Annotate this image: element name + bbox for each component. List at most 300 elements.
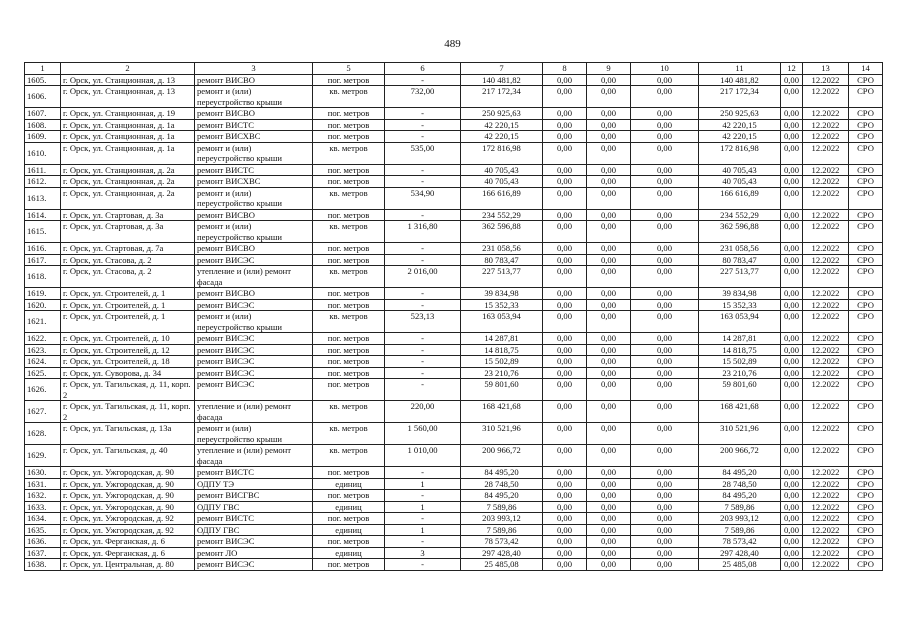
table-row <box>25 209 883 221</box>
table-row <box>25 254 883 266</box>
cell-value: 0,00 <box>543 356 587 368</box>
cell-value: 0,00 <box>543 367 587 379</box>
cell-value: 0,00 <box>781 221 803 243</box>
cell-value: 0,00 <box>587 74 631 86</box>
total-cost: 362 596,88 <box>461 221 543 243</box>
completion-date: 12.2022 <box>803 288 849 300</box>
total-cost: 7 589,86 <box>461 524 543 536</box>
row-number: 1607. <box>25 108 61 120</box>
table-row <box>25 142 883 164</box>
work-type: ремонт ВИСЭС <box>195 344 313 356</box>
method: СРО <box>849 524 883 536</box>
quantity: 535,00 <box>385 142 461 164</box>
cell-value: 0,00 <box>631 536 699 548</box>
regional-cost: 140 481,82 <box>699 74 781 86</box>
table-row <box>25 288 883 300</box>
cell-value: 0,00 <box>631 164 699 176</box>
address: г. Орск, ул. Строителей, д. 10 <box>61 333 195 345</box>
method: СРО <box>849 86 883 108</box>
row-number: 1606. <box>25 86 61 108</box>
cell-value: 0,00 <box>781 108 803 120</box>
row-number: 1625. <box>25 367 61 379</box>
quantity: - <box>385 536 461 548</box>
column-header: 5 <box>313 63 385 75</box>
cell-value: 0,00 <box>631 490 699 502</box>
table-row <box>25 513 883 525</box>
work-type: ремонт ВИСТС <box>195 467 313 479</box>
cell-value: 0,00 <box>781 266 803 288</box>
total-cost: 14 287,81 <box>461 333 543 345</box>
cell-value: 0,00 <box>543 547 587 559</box>
table-row <box>25 176 883 188</box>
cell-value: 0,00 <box>543 209 587 221</box>
cell-value: 0,00 <box>587 86 631 108</box>
method: СРО <box>849 299 883 311</box>
method: СРО <box>849 401 883 423</box>
regional-cost: 84 495,20 <box>699 490 781 502</box>
unit: пог. метров <box>313 176 385 188</box>
cell-value: 0,00 <box>631 547 699 559</box>
column-header: 2 <box>61 63 195 75</box>
column-header: 1 <box>25 63 61 75</box>
cell-value: 0,00 <box>587 209 631 221</box>
table-row <box>25 344 883 356</box>
regional-cost: 84 495,20 <box>699 467 781 479</box>
unit: пог. метров <box>313 467 385 479</box>
row-number: 1629. <box>25 445 61 467</box>
method: СРО <box>849 311 883 333</box>
table-row <box>25 401 883 423</box>
unit: кв. метров <box>313 142 385 164</box>
quantity: 220,00 <box>385 401 461 423</box>
cell-value: 0,00 <box>587 536 631 548</box>
cell-value: 0,00 <box>781 119 803 131</box>
unit: пог. метров <box>313 243 385 255</box>
total-cost: 40 705,43 <box>461 176 543 188</box>
unit: единиц <box>313 501 385 513</box>
regional-cost: 7 589,86 <box>699 524 781 536</box>
work-type: ремонт ВИСТС <box>195 513 313 525</box>
work-type: ремонт ВИСВО <box>195 243 313 255</box>
row-number: 1620. <box>25 299 61 311</box>
regional-cost: 168 421,68 <box>699 401 781 423</box>
quantity: - <box>385 119 461 131</box>
address: г. Орск, ул. Ужгородская, д. 92 <box>61 513 195 525</box>
cell-value: 0,00 <box>543 254 587 266</box>
cell-value: 0,00 <box>587 164 631 176</box>
row-number: 1605. <box>25 74 61 86</box>
completion-date: 12.2022 <box>803 501 849 513</box>
cell-value: 0,00 <box>543 299 587 311</box>
cell-value: 0,00 <box>631 187 699 209</box>
cell-value: 0,00 <box>543 164 587 176</box>
address: г. Орск, ул. Станционная, д. 13 <box>61 74 195 86</box>
cell-value: 0,00 <box>543 311 587 333</box>
table-row <box>25 536 883 548</box>
cell-value: 0,00 <box>631 74 699 86</box>
quantity: - <box>385 367 461 379</box>
address: г. Орск, ул. Тагильская, д. 40 <box>61 445 195 467</box>
cell-value: 0,00 <box>781 356 803 368</box>
cell-value: 0,00 <box>543 445 587 467</box>
completion-date: 12.2022 <box>803 524 849 536</box>
unit: пог. метров <box>313 559 385 571</box>
cell-value: 0,00 <box>781 209 803 221</box>
total-cost: 163 053,94 <box>461 311 543 333</box>
address: г. Орск, ул. Станционная, д. 13 <box>61 86 195 108</box>
work-type: ремонт ВИСГВС <box>195 490 313 502</box>
unit: пог. метров <box>313 344 385 356</box>
cell-value: 0,00 <box>781 423 803 445</box>
table-row <box>25 445 883 467</box>
work-type: ОДПУ ГВС <box>195 524 313 536</box>
cell-value: 0,00 <box>543 478 587 490</box>
regional-cost: 200 966,72 <box>699 445 781 467</box>
unit: кв. метров <box>313 311 385 333</box>
method: СРО <box>849 490 883 502</box>
cell-value: 0,00 <box>543 119 587 131</box>
table-row <box>25 379 883 401</box>
cell-value: 0,00 <box>781 333 803 345</box>
cell-value: 0,00 <box>631 379 699 401</box>
method: СРО <box>849 119 883 131</box>
table-body <box>25 74 883 570</box>
row-number: 1626. <box>25 379 61 401</box>
table-header <box>25 63 883 75</box>
table-row <box>25 266 883 288</box>
quantity: 1 <box>385 478 461 490</box>
total-cost: 28 748,50 <box>461 478 543 490</box>
regional-cost: 310 521,96 <box>699 423 781 445</box>
cell-value: 0,00 <box>631 119 699 131</box>
cell-value: 0,00 <box>587 344 631 356</box>
cell-value: 0,00 <box>631 176 699 188</box>
row-number: 1638. <box>25 559 61 571</box>
cell-value: 0,00 <box>631 108 699 120</box>
cell-value: 0,00 <box>543 288 587 300</box>
cell-value: 0,00 <box>631 221 699 243</box>
address: г. Орск, ул. Станционная, д. 1а <box>61 119 195 131</box>
cell-value: 0,00 <box>631 333 699 345</box>
cell-value: 0,00 <box>781 344 803 356</box>
row-number: 1616. <box>25 243 61 255</box>
completion-date: 12.2022 <box>803 176 849 188</box>
regional-cost: 15 352,33 <box>699 299 781 311</box>
completion-date: 12.2022 <box>803 209 849 221</box>
regional-cost: 297 428,40 <box>699 547 781 559</box>
quantity: 2 016,00 <box>385 266 461 288</box>
table-row <box>25 333 883 345</box>
total-cost: 217 172,34 <box>461 86 543 108</box>
table-row <box>25 467 883 479</box>
method: СРО <box>849 356 883 368</box>
cell-value: 0,00 <box>781 187 803 209</box>
work-type: ремонт ВИСЭС <box>195 333 313 345</box>
address: г. Орск, ул. Строителей, д. 1 <box>61 288 195 300</box>
cell-value: 0,00 <box>587 142 631 164</box>
row-number: 1630. <box>25 467 61 479</box>
column-header: 12 <box>781 63 803 75</box>
cell-value: 0,00 <box>587 501 631 513</box>
table-row <box>25 299 883 311</box>
row-number: 1621. <box>25 311 61 333</box>
cell-value: 0,00 <box>587 478 631 490</box>
regional-cost: 362 596,88 <box>699 221 781 243</box>
unit: кв. метров <box>313 86 385 108</box>
completion-date: 12.2022 <box>803 142 849 164</box>
table-row <box>25 524 883 536</box>
quantity: - <box>385 176 461 188</box>
table-row <box>25 423 883 445</box>
work-type: ремонт ВИСТС <box>195 164 313 176</box>
row-number: 1637. <box>25 547 61 559</box>
unit: кв. метров <box>313 401 385 423</box>
completion-date: 12.2022 <box>803 164 849 176</box>
total-cost: 140 481,82 <box>461 74 543 86</box>
cell-value: 0,00 <box>781 524 803 536</box>
cell-value: 0,00 <box>781 311 803 333</box>
quantity: - <box>385 164 461 176</box>
unit: пог. метров <box>313 536 385 548</box>
work-type: ремонт ВИСЭС <box>195 367 313 379</box>
cell-value: 0,00 <box>587 311 631 333</box>
row-number: 1628. <box>25 423 61 445</box>
completion-date: 12.2022 <box>803 547 849 559</box>
address: г. Орск, ул. Строителей, д. 12 <box>61 344 195 356</box>
cell-value: 0,00 <box>781 367 803 379</box>
table-row <box>25 501 883 513</box>
unit: кв. метров <box>313 423 385 445</box>
quantity: - <box>385 254 461 266</box>
cell-value: 0,00 <box>631 559 699 571</box>
method: СРО <box>849 367 883 379</box>
column-header: 7 <box>461 63 543 75</box>
row-number: 1619. <box>25 288 61 300</box>
cell-value: 0,00 <box>543 221 587 243</box>
completion-date: 12.2022 <box>803 187 849 209</box>
total-cost: 7 589,86 <box>461 501 543 513</box>
method: СРО <box>849 74 883 86</box>
total-cost: 14 818,75 <box>461 344 543 356</box>
cell-value: 0,00 <box>631 311 699 333</box>
method: СРО <box>849 559 883 571</box>
cell-value: 0,00 <box>543 513 587 525</box>
completion-date: 12.2022 <box>803 478 849 490</box>
cell-value: 0,00 <box>587 379 631 401</box>
work-type: утепление и (или) ремонт фасада <box>195 266 313 288</box>
cell-value: 0,00 <box>587 524 631 536</box>
quantity: 1 010,00 <box>385 445 461 467</box>
quantity: - <box>385 333 461 345</box>
regional-cost: 42 220,15 <box>699 131 781 143</box>
regional-cost: 42 220,15 <box>699 119 781 131</box>
work-type: ремонт и (или) переустройство крыши <box>195 311 313 333</box>
cell-value: 0,00 <box>587 131 631 143</box>
row-number: 1617. <box>25 254 61 266</box>
table-row <box>25 131 883 143</box>
unit: единиц <box>313 478 385 490</box>
table-row <box>25 356 883 368</box>
quantity: 732,00 <box>385 86 461 108</box>
address: г. Орск, ул. Ферганская, д. 6 <box>61 536 195 548</box>
cell-value: 0,00 <box>631 243 699 255</box>
cell-value: 0,00 <box>631 513 699 525</box>
cell-value: 0,00 <box>587 445 631 467</box>
quantity: - <box>385 490 461 502</box>
table-row <box>25 187 883 209</box>
completion-date: 12.2022 <box>803 490 849 502</box>
completion-date: 12.2022 <box>803 86 849 108</box>
quantity: - <box>385 108 461 120</box>
quantity: 523,13 <box>385 311 461 333</box>
regional-cost: 231 058,56 <box>699 243 781 255</box>
total-cost: 234 552,29 <box>461 209 543 221</box>
work-type: ремонт ВИСЭС <box>195 559 313 571</box>
quantity: - <box>385 379 461 401</box>
total-cost: 203 993,12 <box>461 513 543 525</box>
cell-value: 0,00 <box>631 299 699 311</box>
cell-value: 0,00 <box>587 266 631 288</box>
cell-value: 0,00 <box>543 501 587 513</box>
total-cost: 227 513,77 <box>461 266 543 288</box>
cell-value: 0,00 <box>781 490 803 502</box>
cell-value: 0,00 <box>543 536 587 548</box>
repair-register-table <box>24 62 883 571</box>
quantity: - <box>385 209 461 221</box>
work-type: ремонт ВИСЭС <box>195 536 313 548</box>
quantity: 1 <box>385 524 461 536</box>
address: г. Орск, ул. Ужгородская, д. 92 <box>61 524 195 536</box>
total-cost: 59 801,60 <box>461 379 543 401</box>
cell-value: 0,00 <box>587 108 631 120</box>
table-row <box>25 547 883 559</box>
row-number: 1613. <box>25 187 61 209</box>
cell-value: 0,00 <box>631 467 699 479</box>
total-cost: 15 502,89 <box>461 356 543 368</box>
row-number: 1611. <box>25 164 61 176</box>
work-type: ремонт ЛО <box>195 547 313 559</box>
regional-cost: 40 705,43 <box>699 164 781 176</box>
quantity: 1 560,00 <box>385 423 461 445</box>
unit: пог. метров <box>313 131 385 143</box>
cell-value: 0,00 <box>781 445 803 467</box>
work-type: ремонт ВИСХВС <box>195 176 313 188</box>
address: г. Орск, ул. Стартовая, д. 7а <box>61 243 195 255</box>
total-cost: 250 925,63 <box>461 108 543 120</box>
work-type: утепление и (или) ремонт фасада <box>195 401 313 423</box>
quantity: 534,90 <box>385 187 461 209</box>
regional-cost: 28 748,50 <box>699 478 781 490</box>
cell-value: 0,00 <box>781 142 803 164</box>
method: СРО <box>849 445 883 467</box>
cell-value: 0,00 <box>587 187 631 209</box>
address: г. Орск, ул. Строителей, д. 1 <box>61 311 195 333</box>
cell-value: 0,00 <box>781 559 803 571</box>
quantity: 3 <box>385 547 461 559</box>
row-number: 1623. <box>25 344 61 356</box>
row-number: 1615. <box>25 221 61 243</box>
total-cost: 231 058,56 <box>461 243 543 255</box>
row-number: 1614. <box>25 209 61 221</box>
method: СРО <box>849 176 883 188</box>
cell-value: 0,00 <box>631 131 699 143</box>
address: г. Орск, ул. Станционная, д. 2а <box>61 176 195 188</box>
cell-value: 0,00 <box>543 379 587 401</box>
cell-value: 0,00 <box>587 367 631 379</box>
table-row <box>25 559 883 571</box>
unit: пог. метров <box>313 254 385 266</box>
method: СРО <box>849 547 883 559</box>
total-cost: 80 783,47 <box>461 254 543 266</box>
method: СРО <box>849 254 883 266</box>
completion-date: 12.2022 <box>803 254 849 266</box>
completion-date: 12.2022 <box>803 401 849 423</box>
total-cost: 15 352,33 <box>461 299 543 311</box>
table-row <box>25 367 883 379</box>
address: г. Орск, ул. Ужгородская, д. 90 <box>61 490 195 502</box>
address: г. Орск, ул. Станционная, д. 19 <box>61 108 195 120</box>
cell-value: 0,00 <box>781 299 803 311</box>
cell-value: 0,00 <box>587 356 631 368</box>
regional-cost: 163 053,94 <box>699 311 781 333</box>
quantity: - <box>385 559 461 571</box>
address: г. Орск, ул. Стасова, д. 2 <box>61 266 195 288</box>
cell-value: 0,00 <box>543 467 587 479</box>
completion-date: 12.2022 <box>803 379 849 401</box>
address: г. Орск, ул. Тагильская, д. 13а <box>61 423 195 445</box>
page-number: 489 <box>444 38 461 50</box>
work-type: ремонт и (или) переустройство крыши <box>195 221 313 243</box>
address: г. Орск, ул. Строителей, д. 1 <box>61 299 195 311</box>
total-cost: 23 210,76 <box>461 367 543 379</box>
quantity: - <box>385 467 461 479</box>
method: СРО <box>849 478 883 490</box>
cell-value: 0,00 <box>781 243 803 255</box>
row-number: 1634. <box>25 513 61 525</box>
completion-date: 12.2022 <box>803 559 849 571</box>
quantity: - <box>385 513 461 525</box>
quantity: - <box>385 131 461 143</box>
completion-date: 12.2022 <box>803 311 849 333</box>
cell-value: 0,00 <box>587 513 631 525</box>
completion-date: 12.2022 <box>803 131 849 143</box>
unit: пог. метров <box>313 164 385 176</box>
cell-value: 0,00 <box>631 209 699 221</box>
cell-value: 0,00 <box>543 187 587 209</box>
total-cost: 84 495,20 <box>461 490 543 502</box>
regional-cost: 39 834,98 <box>699 288 781 300</box>
regional-cost: 25 485,08 <box>699 559 781 571</box>
method: СРО <box>849 108 883 120</box>
cell-value: 0,00 <box>587 299 631 311</box>
method: СРО <box>849 536 883 548</box>
work-type: ремонт и (или) переустройство крыши <box>195 142 313 164</box>
address: г. Орск, ул. Тагильская, д. 11, корп. 2 <box>61 401 195 423</box>
cell-value: 0,00 <box>781 164 803 176</box>
quantity: - <box>385 243 461 255</box>
cell-value: 0,00 <box>543 108 587 120</box>
cell-value: 0,00 <box>543 559 587 571</box>
cell-value: 0,00 <box>587 559 631 571</box>
cell-value: 0,00 <box>631 344 699 356</box>
address: г. Орск, ул. Стартовая, д. 3а <box>61 221 195 243</box>
column-header: 3 <box>195 63 313 75</box>
completion-date: 12.2022 <box>803 299 849 311</box>
work-type: ремонт ВИСВО <box>195 288 313 300</box>
work-type: утепление и (или) ремонт фасада <box>195 445 313 467</box>
method: СРО <box>849 379 883 401</box>
cell-value: 0,00 <box>781 74 803 86</box>
